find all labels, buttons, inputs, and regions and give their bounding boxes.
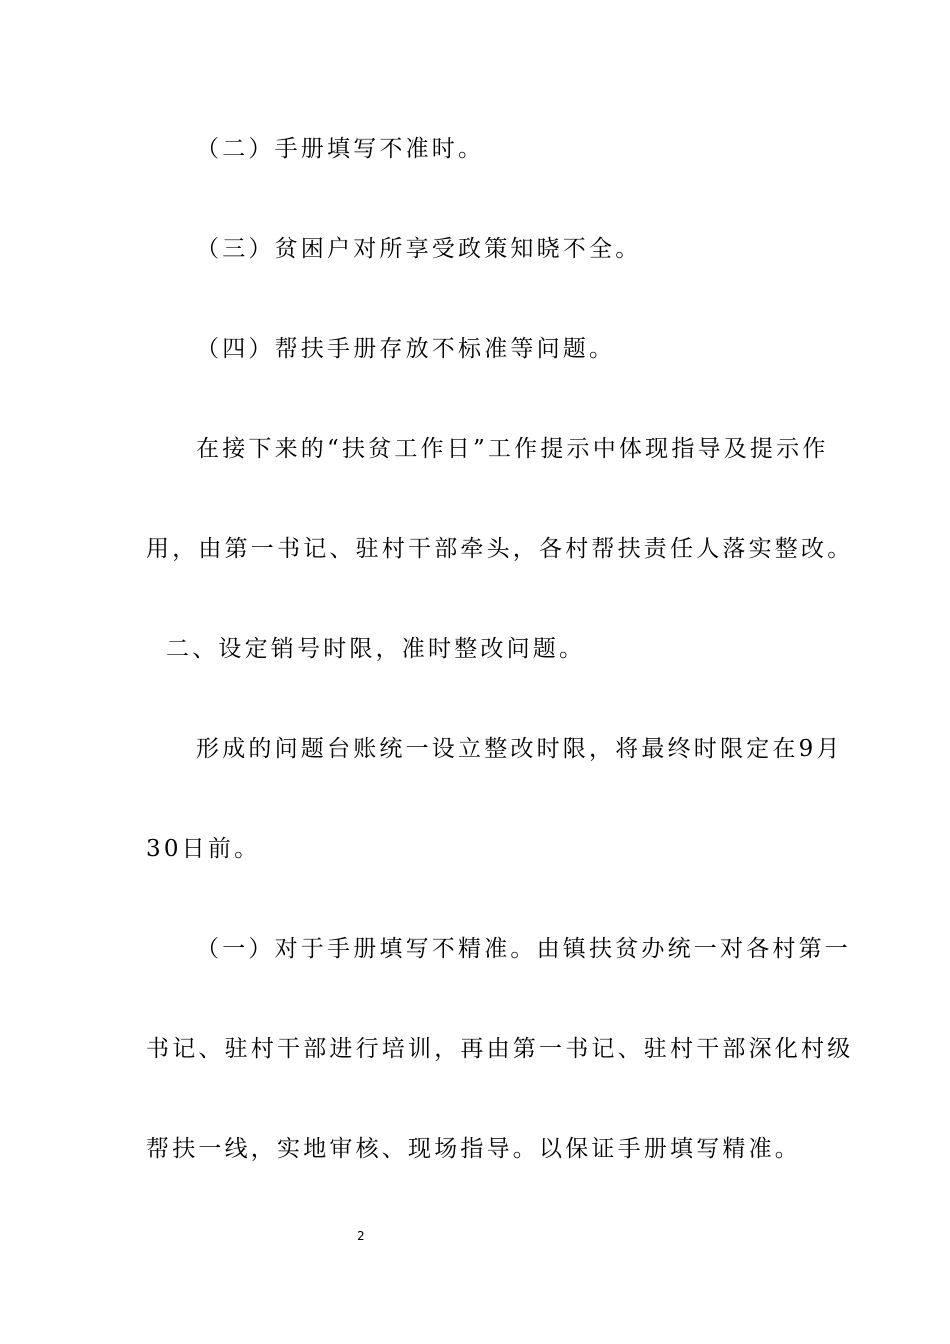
text-line-1: （二）手册填写不准时。: [196, 136, 485, 162]
text-line-5: 用，由第一书记、驻村干部牵头，各村帮扶责任人落实整改。: [146, 536, 854, 562]
text-line-11: 帮扶一线，实地审核、现场指导。以保证手册填写精准。: [146, 1136, 801, 1162]
page-number: 2: [357, 1229, 365, 1243]
section-heading: 二、设定销号时限，准时整改问题。: [166, 636, 586, 662]
text-line-7: 形成的问题台账统一设立整改时限，将最终时限定在9月: [196, 736, 843, 762]
text-line-2: （三）贫困户对所享受政策知晓不全。: [196, 236, 642, 262]
text-line-8: 30日前。: [146, 836, 261, 862]
text-line-4: 在接下来的“扶贫工作日”工作提示中体现指导及提示作: [196, 436, 829, 462]
text-line-9: （一）对于手册填写不精准。由镇扶贫办统一对各村第一: [196, 936, 851, 962]
text-line-3: （四）帮扶手册存放不标准等问题。: [196, 336, 616, 362]
text-line-10: 书记、驻村干部进行培训，再由第一书记、驻村干部深化村级: [146, 1036, 854, 1062]
